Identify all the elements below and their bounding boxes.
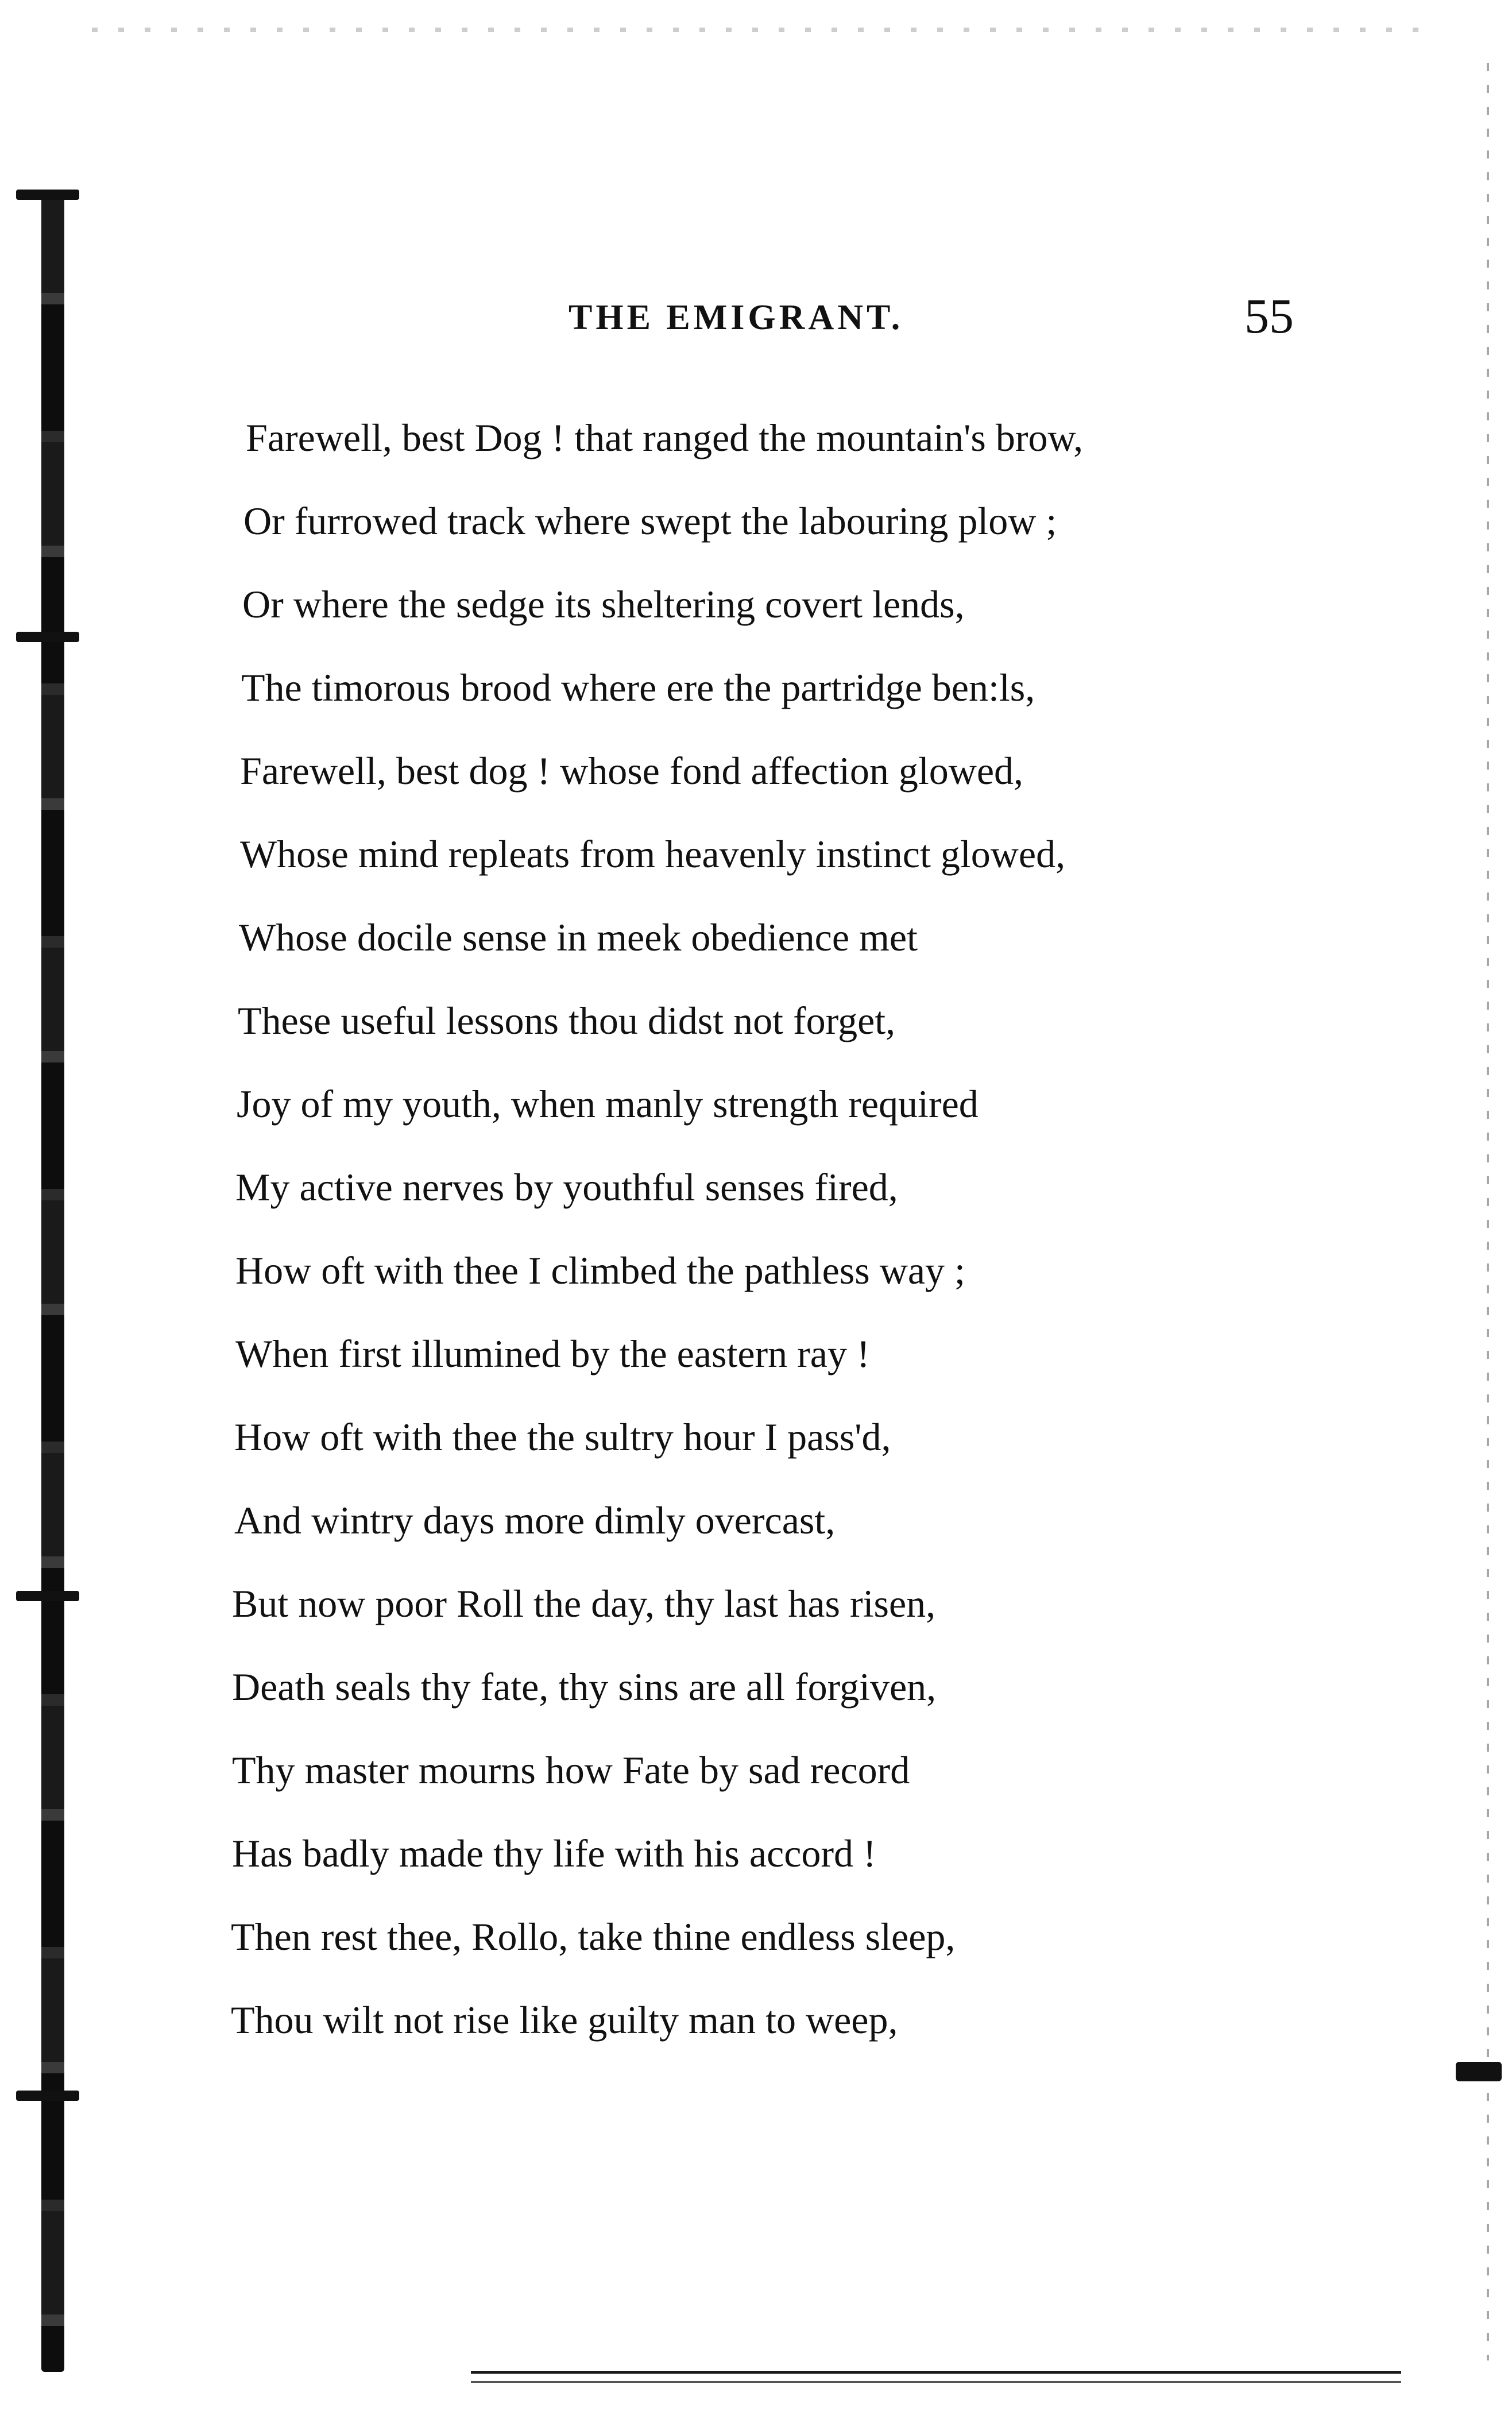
verse-line: Thou wilt not rise like guilty man to weep,: [231, 1998, 898, 2042]
verse-line: These useful lessons thou didst not forget,: [238, 999, 896, 1042]
verse-line: Whose mind repleats from heavenly instinct glowed,: [240, 832, 1066, 876]
binding-mark: [16, 632, 79, 642]
binding-mark: [16, 2091, 79, 2101]
verse-line: Whose docile sense in meek obedience met: [239, 915, 918, 959]
verse-line: When first illumined by the eastern ray !: [235, 1332, 870, 1375]
verse-line: My active nerves by youthful senses fired,: [235, 1165, 898, 1209]
verse-line: Farewell, best dog ! whose fond affection glowed,: [240, 749, 1024, 793]
bottom-rule: [471, 2381, 1401, 2383]
running-title: THE EMIGRANT.: [569, 298, 904, 337]
bottom-rule: [471, 2371, 1401, 2374]
page-number: 55: [1244, 288, 1294, 343]
poem-text: [230, 396, 1321, 2062]
binding-mark: [16, 190, 79, 200]
verse-line: How oft with thee the sultry hour I pass'd,: [234, 1415, 891, 1459]
verse-line: The timorous brood where ere the partridge ben:ls,: [241, 666, 1035, 709]
page-edge-tab: [1456, 2062, 1502, 2081]
verse-line: Thy master mourns how Fate by sad record: [232, 1748, 910, 1792]
scan-noise-top: [92, 28, 1430, 32]
page-edge-right: [1487, 63, 1489, 2360]
verse-line: But now poor Roll the day, thy last has risen,: [232, 1582, 936, 1625]
verse-line: And wintry days more dimly overcast,: [234, 1498, 836, 1542]
verse-line: How oft with thee I climbed the pathless way ;: [235, 1249, 965, 1292]
binding-edge: [41, 190, 64, 2372]
verse-line: Death seals thy fate, thy sins are all forgiven,: [232, 1665, 937, 1709]
verse-line: Joy of my youth, when manly strength required: [237, 1082, 979, 1126]
verse-line: Or where the sedge its sheltering covert lends,: [242, 582, 965, 626]
verse-line: Farewell, best Dog ! that ranged the mountain's brow,: [246, 416, 1084, 459]
verse-line: Has badly made thy life with his accord !: [232, 1832, 876, 1875]
verse-line: Then rest thee, Rollo, take thine endless sleep,: [231, 1915, 956, 1958]
binding-mark: [16, 1591, 79, 1601]
verse-line: Or furrowed track where swept the labouring plow ;: [243, 499, 1057, 543]
